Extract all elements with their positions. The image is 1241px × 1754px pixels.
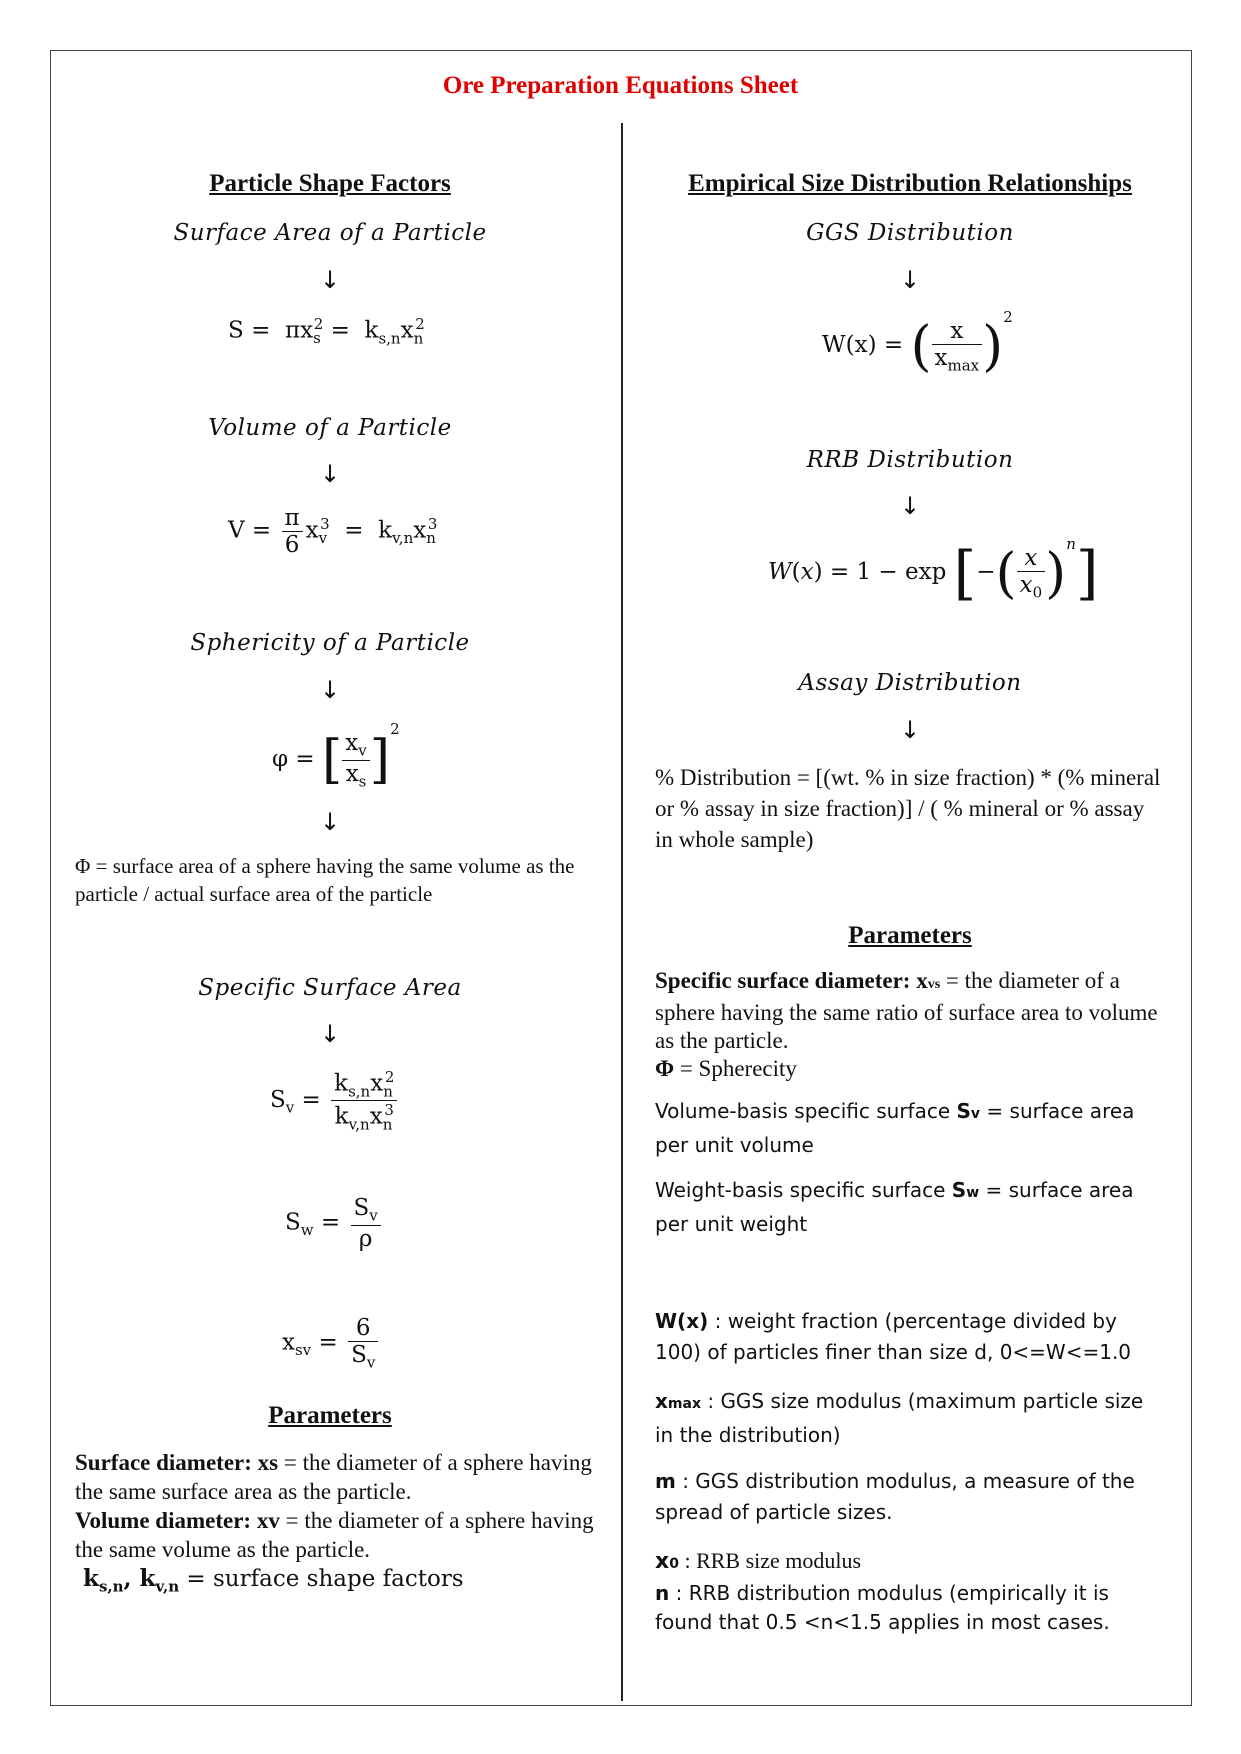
m-definition [655, 1466, 1165, 1528]
sw-symbol: S [951, 1178, 967, 1202]
rrb-label: RRB Distribution [806, 447, 1014, 473]
assay-label: Assay Distribution [798, 670, 1022, 696]
xsv-equation: $x_{sv}$ = $\frac{6}{S_v}$ [282, 1315, 381, 1372]
sphericity-label: Sphericity of a Particle [190, 630, 470, 656]
page-title: Ore Preparation Equations Sheet [442, 72, 799, 99]
specific-surface-label: Specific Surface Area [198, 975, 462, 1001]
sphericity-definition: Φ = surface area of a sphere having the same volume as the particle / actual surface area of the particle [75, 854, 575, 906]
wx-label: W(x) [655, 1309, 709, 1333]
xmax-definition [655, 1386, 1165, 1451]
sv-subscript: v [970, 1106, 981, 1122]
sv-equation: $S_v$ = $\frac{k_{s,n}x_n^2}{k_{v,n}x_n^3}$ [270, 1068, 400, 1134]
m-text: : GGS distribution modulus, a measure of the spread of particle sizes. [655, 1469, 1135, 1524]
ssd-subscript: vs [927, 977, 941, 992]
ssd-label: Specific surface diameter: x [655, 968, 928, 993]
surface-area-equation: $S = \pi x_s^2 = k_{s,n}x_n^2$ [228, 315, 425, 348]
phi-text: = Spherecity [674, 1056, 797, 1081]
shape-factors-text: = surface shape factors [179, 1566, 464, 1592]
rrb-equation: W(x) = 1 − exp [−( $\frac{x}{x_0}$ )$^n$] [768, 535, 1099, 607]
down-arrow-icon: ↓ [899, 266, 921, 294]
ssd-definition [655, 967, 1165, 1083]
down-arrow-icon: ↓ [319, 808, 341, 836]
sv-symbol: S [956, 1099, 971, 1123]
down-arrow-icon: ↓ [319, 266, 341, 294]
down-arrow-icon: ↓ [319, 676, 341, 704]
volume-diameter-label: Volume diameter: xv [75, 1508, 280, 1533]
n-label: n [655, 1581, 670, 1605]
down-arrow-icon: ↓ [319, 1020, 341, 1048]
surface-diameter-label: Surface diameter: xs [75, 1450, 279, 1475]
sv-prefix: Volume-basis specific surface [655, 1099, 957, 1123]
m-label: m [655, 1469, 676, 1493]
empirical-heading: Empirical Size Distribution Relationships [688, 170, 1132, 197]
sw-equation: $S_w$ = $\frac{S_v}{\rho}$ [285, 1195, 384, 1252]
sv-text: = surface area per unit volume [655, 1099, 1135, 1157]
ggs-label: GGS Distribution [806, 220, 1014, 246]
x0-symbol: x [655, 1549, 670, 1574]
sphericity-equation: φ = [ $\frac{x_v}{x_s}$ ]$^2$ [272, 720, 400, 791]
sw-text: = surface area per unit weight [655, 1178, 1134, 1236]
xmax-symbol: x [655, 1389, 668, 1413]
left-parameters-text [75, 1448, 595, 1602]
sw-definition [655, 1175, 1165, 1240]
wx-text: : weight fraction (percentage divided by 100) of particles finer than size d, 0<=W<=1.0 [655, 1309, 1132, 1364]
right-parameters-heading: Parameters [848, 922, 972, 949]
phi-label: Φ [655, 1056, 675, 1081]
xmax-subscript: max [667, 1396, 701, 1412]
left-parameters-heading: Parameters [268, 1402, 392, 1429]
volume-diameter-text: = the diameter of a sphere having the same volume as the particle. [75, 1508, 594, 1562]
down-arrow-icon: ↓ [899, 716, 921, 744]
particle-shape-heading: Particle Shape Factors [209, 170, 451, 197]
volume-equation: V = $\frac{\pi}{6}$ $x_v^3 = k_{v,n}x_n^3$ [228, 505, 438, 558]
sw-prefix: Weight-basis specific surface [655, 1178, 952, 1202]
rrb-params-definition [655, 1546, 1165, 1637]
ssd-text: = the diameter of a sphere having the same ratio of surface area to volume as the particle. [655, 968, 1158, 1053]
x0-text: : RRB size modulus [678, 1548, 862, 1573]
wx-definition [655, 1306, 1165, 1368]
surface-diameter-text: = the diameter of a sphere having the same surface area as the particle. [75, 1450, 592, 1504]
surface-area-label: Surface Area of a Particle [173, 220, 487, 246]
x0-subscript: 0 [669, 1556, 679, 1572]
sw-subscript: w [966, 1185, 980, 1201]
shape-factor-symbols: $k_{s,n}$, $k_{v,n}$ [75, 1565, 180, 1596]
sv-definition [655, 1096, 1165, 1161]
volume-label: Volume of a Particle [208, 415, 452, 441]
xmax-text: : GGS size modulus (maximum particle size in the distribution) [655, 1389, 1144, 1447]
down-arrow-icon: ↓ [899, 492, 921, 520]
down-arrow-icon: ↓ [319, 460, 341, 488]
column-divider [621, 123, 623, 1701]
assay-formula-text: % Distribution = [(wt. % in size fraction) * (% mineral or % assay in size fraction)] / ( % mineral or % assay in whole sample) [655, 765, 1161, 852]
ggs-equation: W(x) = ( $\frac{x}{x_{max}}$ )$^2$ [822, 308, 1013, 378]
n-text: : RRB distribution modulus (empirically it is found that 0.5 <n<1.5 applies in most cases. [655, 1581, 1110, 1634]
